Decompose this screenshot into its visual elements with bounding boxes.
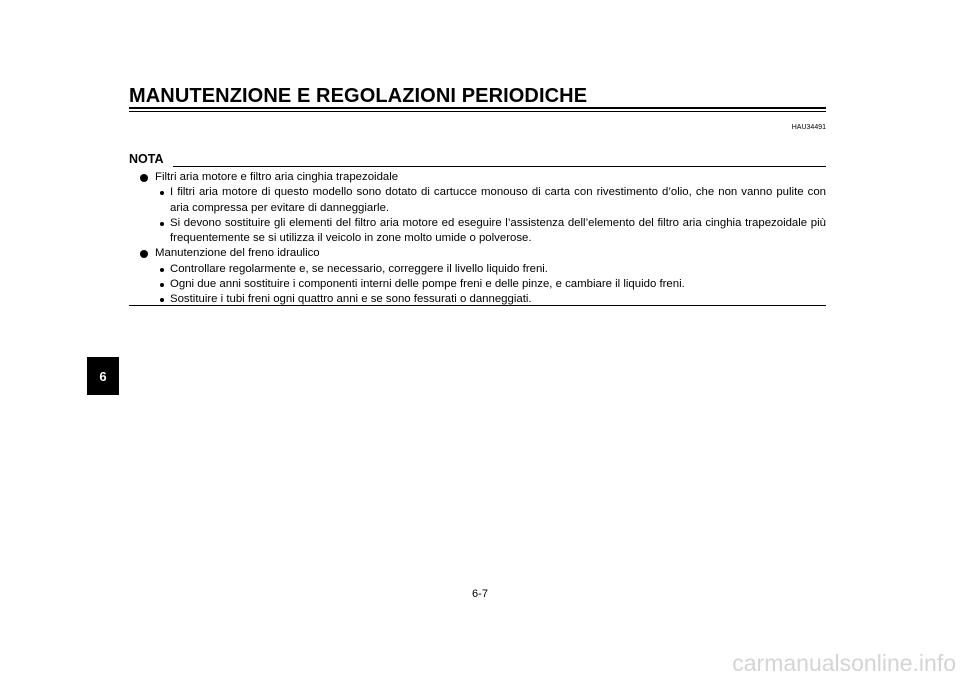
note-content xyxy=(129,170,826,308)
note-subsection xyxy=(129,262,826,308)
small-bullet-icon xyxy=(160,298,164,302)
note-end-rule xyxy=(129,305,826,306)
note-rule xyxy=(173,166,826,167)
list-item-text: Sostituire i tubi freni ogni quattro anni e se sono fessurati o danneggiati. xyxy=(170,293,532,306)
list-item xyxy=(155,185,826,216)
small-bullet-icon xyxy=(160,283,164,287)
list-item xyxy=(155,216,826,247)
page-title: MANUTENZIONE E REGOLAZIONI PERIODICHE xyxy=(129,85,588,107)
list-item-text: Si devono sostituire gli elementi del filtro aria motore ed eseguire l’assistenza dell’elemento del filtro aria cinghia trapezoidale più frequentemente se si utilizza il veicolo in zone molto umide o polverose. xyxy=(170,216,826,245)
note-subsection xyxy=(129,185,826,246)
watermark: carmanualsonline.info xyxy=(732,650,956,676)
chapter-tab: 6 xyxy=(87,357,119,395)
small-bullet-icon xyxy=(160,268,164,272)
section-heading: Manutenzione del freno idraulico xyxy=(155,247,320,260)
section-heading: Filtri aria motore e filtro aria cinghia trapezoidale xyxy=(155,171,399,183)
title-rule-thin xyxy=(129,111,826,112)
note-header xyxy=(129,153,826,169)
reference-code: HAU34491 xyxy=(791,124,826,131)
note-label: NOTA xyxy=(129,152,164,166)
list-item xyxy=(155,277,826,292)
bullet-icon xyxy=(140,250,148,258)
list-item-text: I filtri aria motore di questo modello sono dotato di cartucce monouso di carta con rivestimento d’olio, che non vanno pulite con aria compressa per evitare di danneggiarle. xyxy=(170,186,826,214)
small-bullet-icon xyxy=(160,222,164,226)
list-item xyxy=(155,262,826,277)
note-section xyxy=(129,170,826,185)
bullet-icon xyxy=(140,174,148,182)
small-bullet-icon xyxy=(160,191,164,195)
note-section xyxy=(129,246,826,261)
title-rule-thick xyxy=(129,107,826,109)
page-number: 6-7 xyxy=(472,588,488,600)
list-item-text: Ogni due anni sostituire i componenti interni delle pompe freni e delle pinze, e cambiare il liquido freni. xyxy=(170,278,685,291)
list-item-text: Controllare regolarmente e, se necessario, correggere il livello liquido freni. xyxy=(170,262,548,275)
